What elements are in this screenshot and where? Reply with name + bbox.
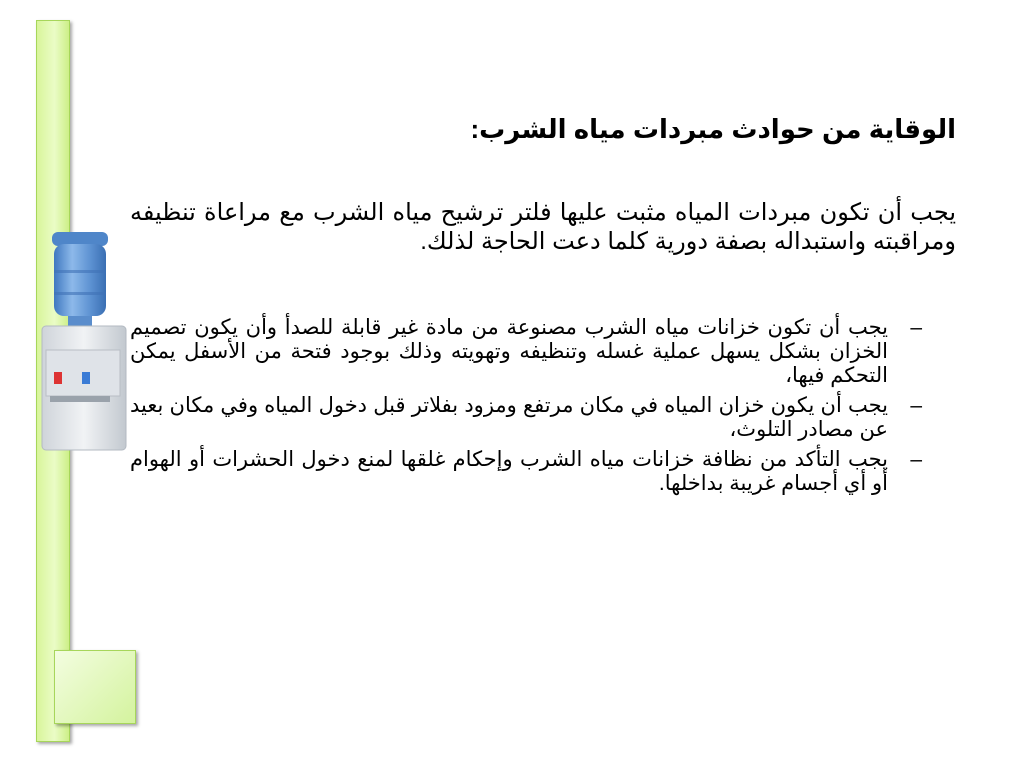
intro-paragraph: يجب أن تكون مبردات المياه مثبت عليها فلتر ترشيح مياه الشرب مع مراعاة تنظيفه ومراقبته واستبداله بصفة دورية كلما دعت الحاجة لذلك. bbox=[130, 199, 956, 255]
decorative-side-square bbox=[54, 650, 136, 724]
water-cooler-icon bbox=[38, 230, 134, 452]
bullet-item bbox=[130, 316, 930, 388]
dash-bullet-icon: – bbox=[910, 394, 922, 417]
bullet-item bbox=[130, 448, 930, 496]
bullet-text: يجب أن تكون خزانات مياه الشرب مصنوعة من مادة غير قابلة للصدأ وأن يكون تصميم الخزان بشكل يسهل عملية غسله وتنظيفه وتهويته وذلك بوجود فتحة من الأسفل يمكن التحكم فيها، bbox=[130, 316, 888, 387]
bullet-text: يجب التأكد من نظافة خزانات مياه الشرب وإحكام غلقها لمنع دخول الحشرات أو الهوام أو أي أجسام غريبة بداخلها. bbox=[130, 448, 888, 495]
bullet-text: يجب أن يكون خزان المياه في مكان مرتفع ومزود بفلاتر قبل دخول المياه وفي مكان بعيد عن مصادر التلوث، bbox=[130, 394, 888, 441]
dash-bullet-icon: – bbox=[910, 316, 922, 339]
bullet-list bbox=[130, 316, 930, 502]
slide-title: الوقاية من حوادث مبردات مياه الشرب: bbox=[470, 114, 956, 144]
bullet-item bbox=[130, 394, 930, 442]
dash-bullet-icon: – bbox=[910, 448, 922, 471]
